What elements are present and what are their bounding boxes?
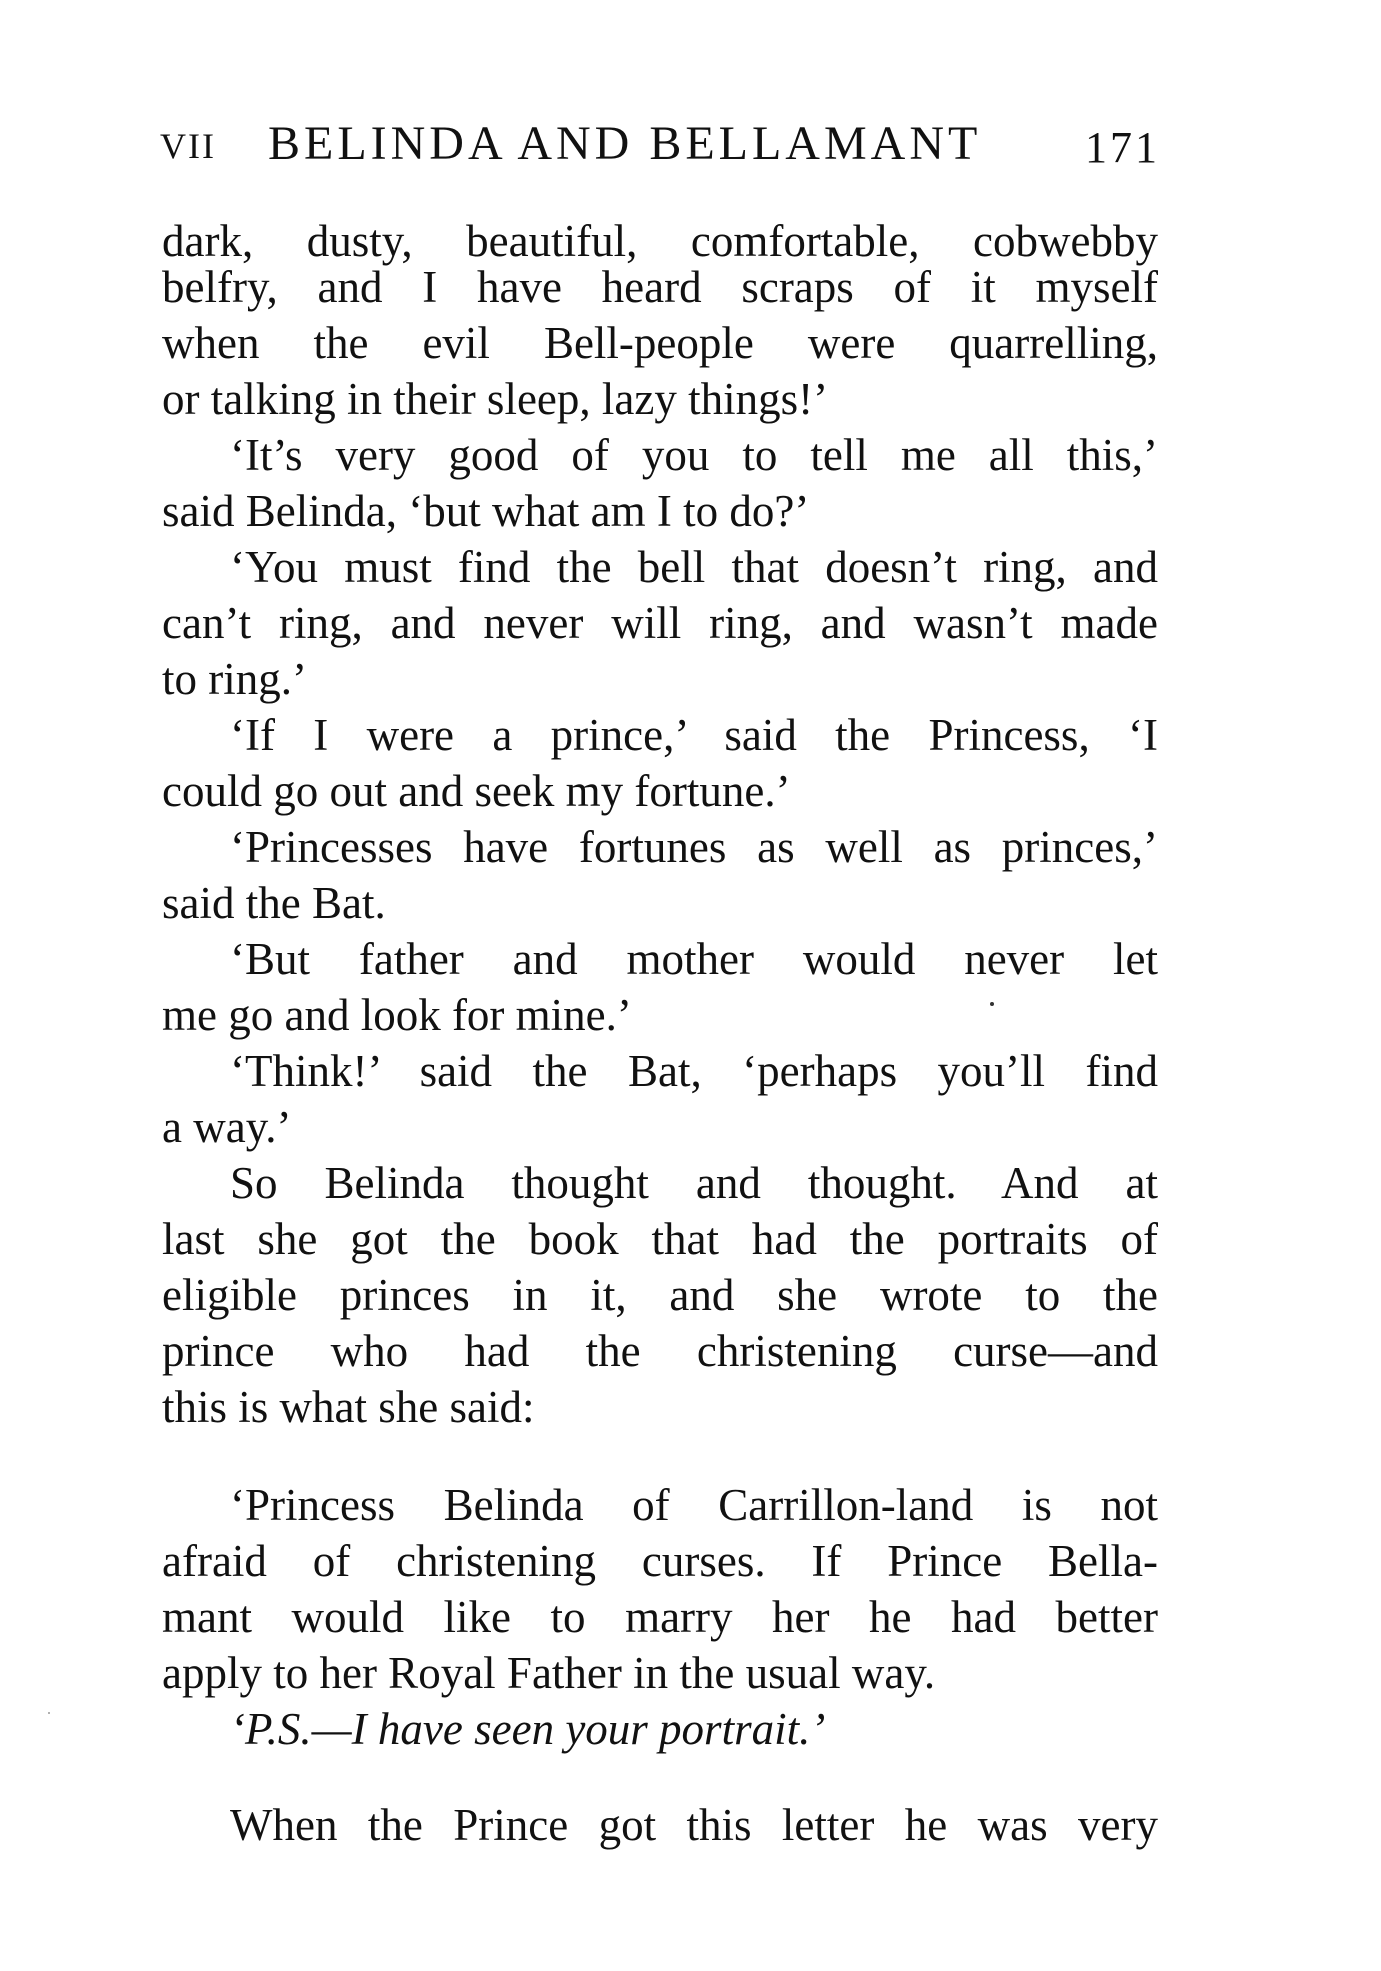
page-number: 171 (1085, 123, 1160, 172)
text-line: ‘If I were a prince,’ said the Princess, ‘I (230, 710, 1158, 760)
text-line: when the evil Bell-people were quarrelling, (162, 318, 1158, 368)
print-speck (990, 1002, 994, 1006)
text-line: last she got the book that had the portraits of (162, 1214, 1158, 1264)
text-line: prince who had the christening curse—and (162, 1326, 1158, 1376)
letter-line: afraid of christening curses. If Prince Bella- (162, 1536, 1158, 1586)
text-line: belfry, and I have heard scraps of it myself (162, 262, 1158, 312)
chapter-number: VII (160, 126, 216, 166)
text-line: can’t ring, and never will ring, and wasn’t made (162, 598, 1158, 648)
text-line: eligible princes in it, and she wrote to the (162, 1270, 1158, 1320)
text-line: ‘But father and mother would never let (230, 934, 1158, 984)
letter-line: ‘Princess Belinda of Carrillon-land is not (230, 1480, 1158, 1530)
text-line: ‘Think!’ said the Bat, ‘perhaps you’ll find (230, 1046, 1158, 1096)
text-line: to ring.’ (162, 654, 307, 704)
text-line: dark, dusty, beautiful, comfortable, cobwebby (162, 216, 1158, 266)
text-line: said the Bat. (162, 878, 386, 928)
letter-line: mant would like to marry her he had better (162, 1592, 1158, 1642)
text-line: a way.’ (162, 1102, 292, 1152)
print-speck (48, 1712, 50, 1714)
text-line: When the Prince got this letter he was very (230, 1800, 1158, 1850)
letter-line: apply to her Royal Father in the usual way. (162, 1648, 936, 1698)
running-header (160, 108, 1160, 180)
text-line: this is what she said: (162, 1382, 535, 1432)
text-line: ‘Princesses have fortunes as well as princes,’ (230, 822, 1158, 872)
text-line: said Belinda, ‘but what am I to do?’ (162, 486, 810, 536)
text-line: or talking in their sleep, lazy things!’ (162, 374, 829, 424)
letter-postscript: ‘P.S.—I have seen your portrait.’ (230, 1704, 826, 1754)
text-line: me go and look for mine.’ (162, 990, 632, 1040)
text-line: ‘It’s very good of you to tell me all this,’ (230, 430, 1158, 480)
text-line: ‘You must find the bell that doesn’t ring, and (230, 542, 1158, 592)
running-title: BELINDA AND BELLAMANT (268, 117, 982, 170)
text-line: So Belinda thought and thought. And at (230, 1158, 1158, 1208)
text-line: could go out and seek my fortune.’ (162, 766, 791, 816)
